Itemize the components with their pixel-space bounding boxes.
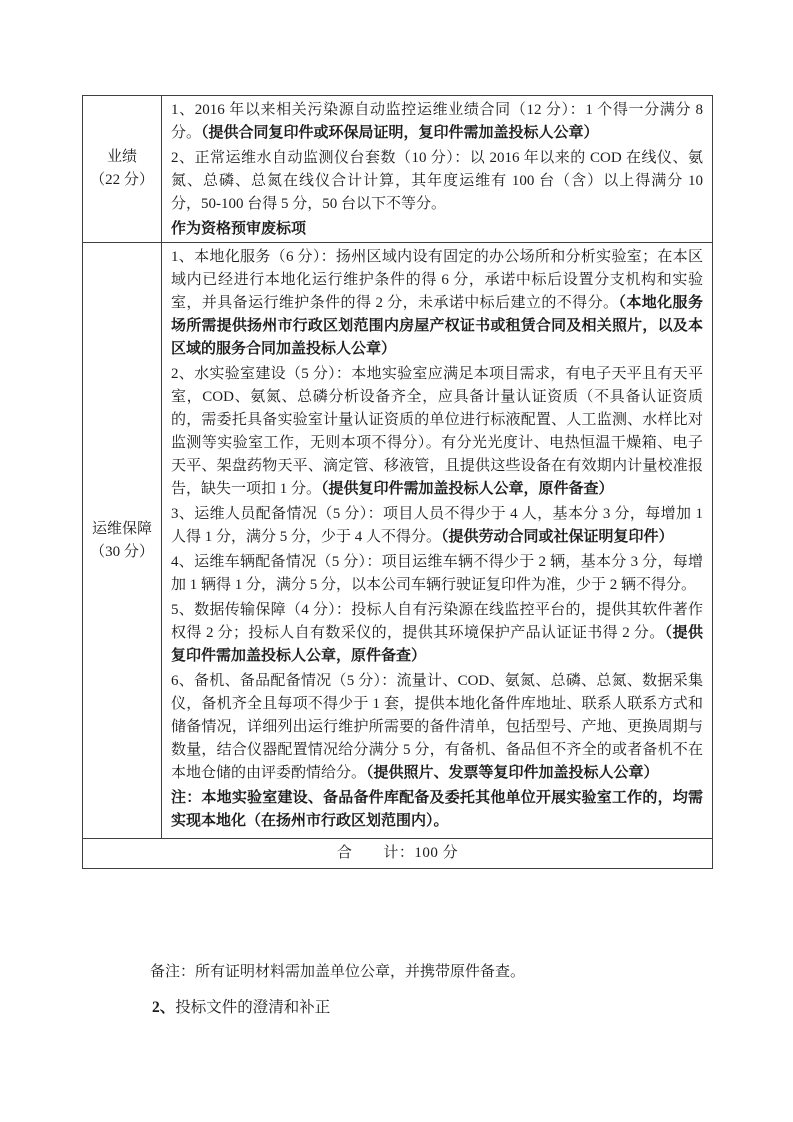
row-label-title: 业绩 xyxy=(106,149,137,165)
criteria-paragraph: 4、运维车辆配备情况（5 分）：项目运维车辆不得少于 2 辆，基本分 3 分，每增加 1 辆得 1 分，满分 5 分，以本公司车辆行驶证复印件为准，少于 2 辆不得分。 xyxy=(171,554,703,593)
criteria-cell-performance xyxy=(162,96,713,243)
total-score-label: 合 计：100 分 xyxy=(83,839,713,869)
criteria-paragraph: 1、2016 年以来相关污染源自动监控运维业绩合同（12 分）：1 个得一分满分 8 分。（提供合同复印件或环保局证明，复印件需加盖投标人公章） xyxy=(171,102,703,141)
row-label-score: （30 分） xyxy=(90,543,154,560)
criteria-text-block xyxy=(171,99,703,239)
criteria-paragraph: 2、水实验室建设（5 分）：本地实验室应满足本项目需求，有电子天平且有天平室，COD、氨氮、总磷分析设备齐全，应具备计量认证资质（不具备认证资质的，需委托具备实验室计量认证资质的单位进行标液配置、人工监测、水样比对监测等实验室工作，无则本项不得分）。有分光光度计、电热恒温干燥箱、电子天平、架盘药物天平、滴定管、移液管，且提供这些设备在有效期内计量校准报告，缺失一项扣 1 分。（提供复印件需加盖投标人公章，原件备查） xyxy=(171,366,703,497)
remark-text: 备注：所有证明材料需加盖单位公章，并携带原件备查。 xyxy=(150,964,526,980)
section-heading xyxy=(152,995,330,1017)
criteria-paragraph: 注：本地实验室建设、备品备件库配备及委托其他单位开展实验室工作的，均需实现本地化（在扬州市行政区划范围内）。 xyxy=(171,790,703,829)
section-number: 2、 xyxy=(152,999,176,1016)
section-title: 投标文件的澄清和补正 xyxy=(175,999,331,1016)
row-label-title: 运维保障 xyxy=(91,520,152,537)
table-row-operations xyxy=(83,243,713,839)
criteria-paragraph: 2、正常运维水自动监测仪台套数（10 分）：以 2016 年以来的 COD 在线仪、氨氮、总磷、总氮在线仪合计计算，其年度运维有 100 台（含）以上得满分 10 分，50-100 台得 5 分，50 台以下不等分。 xyxy=(171,150,703,212)
criteria-paragraph: 5、数据传输保障（4 分）：投标人自有污染源在线监控平台的，提供其软件著作权得 2 分；投标人自有数采仪的，提供其环境保护产品认证证书得 2 分。（提供复印件需加盖投标人公章，原件备查） xyxy=(171,602,703,664)
criteria-cell-operations xyxy=(162,243,713,839)
row-label-score: （22 分） xyxy=(90,172,154,188)
row-label-performance xyxy=(83,96,162,243)
criteria-paragraph: 6、备机、备品配备情况（5 分）：流量计、COD、氨氮、总磷、总氮、数据采集仪，备机齐全且每项不得少于 1 套，提供本地化备件库地址、联系人联系方式和储备情况，详细列出运行维护所需要的备件清单，包括型号、产地、更换周期与数量，结合仪器配置情况给分满分 5 分，有备机、备品但不齐全的或者备机不在本地仓储的由评委酌情给分。（提供照片、发票等复印件加盖投标人公章） xyxy=(171,673,703,781)
criteria-paragraph: 1、本地化服务（6 分）：扬州区域内设有固定的办公场所和分析实验室；在本区域内已经进行本地化运行维护条件的得 6 分，承诺中标后设置分支机构和实验室，并具备运行维护条件的得 2 分，未承诺中标后建立的不得分。（本地化服务场所需提供扬州市行政区划范围内房屋产权证书或租赁合同及相关照片，以及本区域的服务合同加盖投标人公章） xyxy=(171,249,703,357)
row-label-operations xyxy=(83,243,162,839)
table-row-performance xyxy=(83,96,713,243)
evaluation-criteria-table xyxy=(82,95,713,869)
criteria-paragraph: 作为资格预审废标项 xyxy=(171,221,307,237)
criteria-text-block xyxy=(171,246,703,835)
table-row-total xyxy=(83,839,713,869)
criteria-paragraph: 3、运维人员配备情况（5 分）：项目人员不得少于 4 人，基本分 3 分，每增加 1 人得 1 分，满分 5 分，少于 4 人不得分。（提供劳动合同或社保证明复印件） xyxy=(171,506,703,545)
